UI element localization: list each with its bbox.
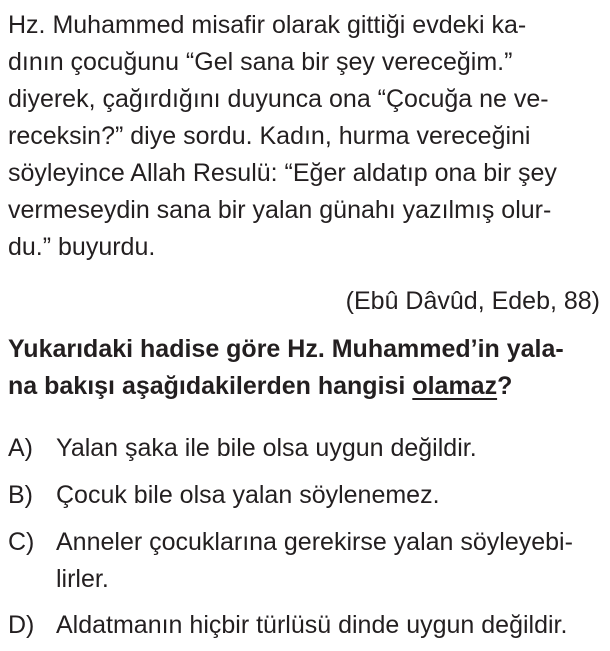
option-b-text: Çocuk bile olsa yalan söylenemez.: [56, 481, 440, 509]
passage-line-3: diyerek, çağırdığını duyunca ona “Çocuğa ne ve-: [8, 85, 549, 113]
option-d-letter: D): [8, 611, 35, 639]
passage-line-4: receksin?” diye sordu. Kadın, hurma vereceğini: [8, 122, 531, 150]
option-b-letter: B): [8, 481, 33, 509]
option-d-text: Aldatmanın hiçbir türlüsü dinde uygun değildir.: [56, 611, 568, 639]
passage-line-2: dının çocuğunu “Gel sana bir şey vereceğim.”: [8, 48, 513, 76]
passage-line-7: du.” buyurdu.: [8, 233, 156, 261]
question-line-2: [8, 371, 512, 401]
question-underlined-word: olamaz: [412, 372, 498, 400]
passage-line-6: vermeseydin sana bir yalan günahı yazılmış olur-: [8, 196, 552, 224]
question-mark: ?: [497, 372, 513, 400]
question-line-1: Yukarıdaki hadise göre Hz. Muhammed’in yala-: [8, 335, 564, 363]
question-text-before: na bakışı aşağıdakilerden hangisi: [8, 372, 413, 400]
source-citation: (Ebû Dâvûd, Edeb, 88): [345, 287, 600, 315]
passage-line-1: Hz. Muhammed misafir olarak gittiği evdeki ka-: [8, 11, 527, 39]
option-a-text: Yalan şaka ile bile olsa uygun değildir.: [56, 434, 477, 462]
option-c-text-line-1: Anneler çocuklarına gerekirse yalan söyleyebi-: [56, 528, 573, 556]
option-c-text-line-2: lirler.: [56, 565, 109, 593]
option-a-letter: A): [8, 434, 33, 462]
option-c-letter: C): [8, 528, 35, 556]
passage-line-5: söyleyince Allah Resulü: “Eğer aldatıp ona bir şey: [8, 159, 557, 187]
